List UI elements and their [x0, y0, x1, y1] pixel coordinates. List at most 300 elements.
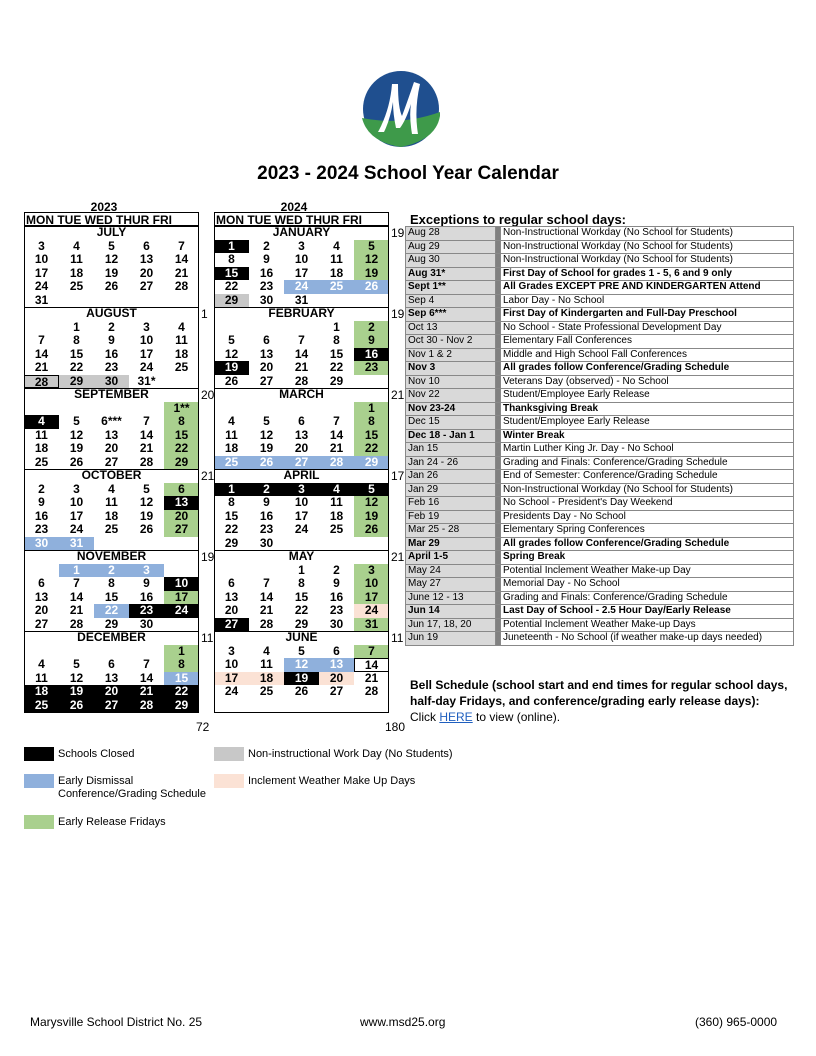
day-cell: 8 — [354, 415, 389, 429]
day-cell: 9 — [38, 495, 45, 509]
week-row — [214, 348, 389, 362]
day-cell: 3 — [284, 483, 319, 497]
day-cell: 20 — [319, 672, 354, 686]
day-cell: 6 — [108, 657, 115, 671]
exception-description: Thanksgiving Break — [501, 402, 794, 416]
week-row — [24, 375, 199, 389]
day-cell: 27 — [139, 279, 154, 293]
day-cell: 27 — [329, 684, 344, 698]
month-day-count: 19 — [391, 226, 405, 240]
month-january — [214, 225, 405, 307]
day-cell: 26 — [59, 699, 94, 713]
exceptions-table — [405, 226, 794, 646]
week-row — [24, 537, 199, 551]
legend-closed: Schools Closed — [58, 748, 135, 760]
exception-date: Feb 16 — [406, 497, 496, 511]
exception-date: Sep 6*** — [406, 308, 496, 322]
day-cell — [24, 564, 59, 578]
day-cell: 27 — [104, 454, 119, 469]
week-row — [214, 564, 389, 578]
day-cell: 30 — [94, 375, 129, 389]
month-name: JUNE — [285, 630, 318, 644]
day-cell: 5 — [354, 483, 389, 497]
day-cell: 19 — [69, 441, 84, 455]
week-row — [214, 537, 389, 551]
week-row — [24, 564, 199, 578]
day-cell: 21 — [139, 441, 154, 455]
exception-row — [406, 402, 794, 416]
day-cell — [249, 402, 284, 416]
exception-description: Non-Instructional Workday (No School for Students) — [501, 483, 794, 497]
day-cell: 21 — [364, 670, 379, 685]
day-cell: 17 — [164, 591, 199, 605]
day-cell — [164, 294, 199, 308]
exception-row — [406, 591, 794, 605]
exception-row — [406, 483, 794, 497]
day-cell: 10 — [354, 577, 389, 591]
day-cell: 2 — [333, 562, 340, 577]
day-cell: 7 — [178, 238, 185, 253]
exception-date: Jun 17, 18, 20 — [406, 618, 496, 632]
week-row — [24, 699, 199, 713]
day-cell — [94, 537, 129, 551]
day-cell: 20 — [259, 360, 274, 374]
day-cell: 5 — [108, 238, 115, 253]
exception-date: Jan 15 — [406, 443, 496, 457]
day-cell: 18 — [174, 346, 189, 361]
calendar-column-left — [24, 212, 215, 712]
day-cell: 1 — [333, 319, 340, 334]
exception-row — [406, 524, 794, 538]
day-cell: 12 — [259, 427, 274, 442]
day-cell: 20 — [294, 441, 309, 455]
exception-row — [406, 416, 794, 430]
day-cell: 14 — [294, 346, 309, 361]
day-cell: 22 — [354, 442, 389, 456]
day-cell: 26 — [249, 456, 284, 470]
day-cell: 8 — [73, 333, 80, 347]
day-cell — [94, 294, 129, 308]
day-cell: 1 — [214, 240, 249, 254]
week-row — [24, 334, 199, 348]
day-cell — [24, 321, 59, 335]
week-row — [24, 523, 199, 537]
week-row — [214, 523, 389, 537]
day-cell: 25 — [24, 699, 59, 713]
day-cell: 13 — [139, 252, 154, 266]
exception-date: Jan 24 - 26 — [406, 456, 496, 470]
day-cell: 21 — [129, 685, 164, 699]
day-cell: 18 — [69, 265, 84, 280]
exception-date: Mar 29 — [406, 537, 496, 551]
month-october — [24, 468, 215, 550]
day-cell: 21 — [69, 603, 84, 617]
exception-date: Aug 31* — [406, 267, 496, 281]
week-row — [214, 253, 389, 267]
day-cell: 29 — [164, 699, 199, 713]
year-label-left: 2023 — [90, 200, 118, 214]
month-name: MAY — [288, 549, 315, 563]
legend-swatch-closed — [24, 747, 54, 761]
week-row — [24, 577, 199, 591]
day-cell: 6 — [38, 576, 45, 590]
exception-description: Potential Inclement Weather Make-up Day — [501, 564, 794, 578]
exception-row — [406, 254, 794, 268]
day-cell: 5 — [263, 414, 270, 428]
week-row — [214, 402, 389, 416]
exception-date: Jan 29 — [406, 483, 496, 497]
exception-row — [406, 470, 794, 484]
day-cell: 13 — [224, 589, 239, 604]
day-cell: 28 — [319, 456, 354, 470]
day-cell: 19 — [259, 441, 274, 455]
bell-schedule-link[interactable]: HERE — [439, 710, 473, 724]
exception-date: Sep 4 — [406, 294, 496, 308]
day-cell: 12 — [69, 427, 84, 442]
day-cell: 30 — [24, 537, 59, 551]
month-december — [24, 630, 214, 712]
day-cell: 6*** — [101, 414, 122, 428]
day-cell: 26 — [354, 280, 389, 294]
day-cell: 6 — [143, 238, 150, 253]
day-cell: 24 — [69, 522, 84, 536]
month-name: MARCH — [279, 387, 324, 401]
week-row — [214, 280, 389, 294]
week-row — [214, 618, 389, 632]
bell-title-line1: Bell Schedule (school start and end times for regular school days, — [410, 678, 788, 692]
exception-date: Aug 30 — [406, 254, 496, 268]
day-cell: 19 — [139, 508, 154, 523]
day-cell: 8 — [164, 415, 199, 429]
day-cell: 9 — [143, 576, 150, 590]
day-cell — [214, 321, 249, 335]
day-cell — [129, 294, 164, 308]
day-cell: 5 — [73, 414, 80, 428]
week-row — [24, 645, 199, 659]
week-row — [24, 604, 199, 618]
day-cell: 28 — [174, 279, 189, 293]
exception-description: Memorial Day - No School — [501, 578, 794, 592]
exception-row — [406, 389, 794, 403]
month-name: SEPTEMBER — [74, 387, 149, 401]
bell-schedule — [410, 677, 800, 725]
calendar-column-right — [214, 212, 405, 712]
day-cell: 4 — [108, 481, 115, 496]
day-cell: 15 — [214, 267, 249, 281]
exception-row — [406, 308, 794, 322]
exception-description: End of Semester: Conference/Grading Schedule — [501, 470, 794, 484]
day-cell: 16 — [259, 508, 274, 523]
day-cell: 21 — [329, 441, 344, 455]
legend-early-2: Conference/Grading Schedule — [58, 788, 206, 800]
day-cell: 5 — [73, 657, 80, 671]
day-cell: 11 — [105, 495, 118, 509]
day-cell: 11 — [330, 495, 343, 509]
day-cell — [284, 321, 319, 335]
day-cell: 20 — [94, 685, 129, 699]
month-day-count: 11 — [391, 631, 404, 645]
day-cell: 7 — [73, 576, 80, 590]
day-cell: 20 — [34, 603, 49, 617]
exception-date: June 12 - 13 — [406, 591, 496, 605]
week-row — [24, 361, 199, 375]
day-cell: 31 — [34, 292, 49, 307]
day-cell: 23 — [34, 522, 49, 536]
week-row — [24, 510, 199, 524]
week-row — [214, 294, 389, 308]
day-cell: 7 — [333, 414, 340, 428]
day-cell: 4 — [228, 414, 235, 428]
exception-date: Mar 25 - 28 — [406, 524, 496, 538]
day-cell: 11 — [70, 252, 83, 266]
week-row — [214, 577, 389, 591]
week-row — [24, 672, 199, 686]
exception-description: Elementary Spring Conferences — [501, 524, 794, 538]
day-cell: 28 — [294, 373, 309, 388]
day-cell: 2 — [94, 564, 129, 578]
exception-description: Potential Inclement Weather Make-up Days — [501, 618, 794, 632]
exception-description: Labor Day - No School — [501, 294, 794, 308]
week-row — [24, 280, 199, 294]
day-cell: 4 — [319, 483, 354, 497]
exception-date: Nov 10 — [406, 375, 496, 389]
legend-nonins: Non-instructional Work Day (No Students) — [248, 748, 453, 760]
day-cell — [59, 294, 94, 308]
day-cell: 25 — [69, 279, 84, 293]
day-cell: 24 — [284, 280, 319, 294]
exception-description: Non-Instructional Workday (No School for Students) — [501, 254, 794, 268]
week-row — [214, 645, 389, 659]
month-name: APRIL — [283, 468, 320, 482]
day-cell: 26 — [224, 373, 239, 388]
view-online-text: to view (online). — [476, 710, 561, 724]
day-cell: 10 — [34, 252, 49, 266]
exception-row — [406, 267, 794, 281]
exception-description: Non-Instructional Workday (No School for Students) — [501, 227, 794, 241]
day-cell: 9 — [108, 333, 115, 347]
exception-description: Presidents Day - No School — [501, 510, 794, 524]
day-cell: 18 — [104, 508, 119, 523]
day-cell — [284, 402, 319, 416]
day-cell: 13 — [164, 496, 199, 510]
month-day-count: 21 — [201, 469, 215, 483]
exception-description: Grading and Finals: Conference/Grading Schedule — [501, 456, 794, 470]
day-cell: 14 — [174, 252, 189, 266]
day-cell: 28 — [364, 684, 379, 698]
day-cell — [59, 402, 94, 416]
footer-website[interactable]: www.msd25.org — [360, 1015, 446, 1029]
month-name: OCTOBER — [81, 468, 142, 482]
exception-description: Student/Employee Early Release — [501, 389, 794, 403]
week-row — [24, 618, 199, 632]
week-row — [24, 429, 199, 443]
exception-row — [406, 335, 794, 349]
day-cell: 5 — [298, 643, 305, 658]
day-cell: 4 — [24, 415, 59, 429]
day-cell — [129, 537, 164, 551]
exception-description: Juneteenth - No School (if weather make-up days needed) — [501, 632, 794, 646]
exception-row — [406, 294, 794, 308]
day-cell: 5 — [228, 333, 235, 347]
exception-description: No School - President's Day Weekend — [501, 497, 794, 511]
exception-date: Aug 28 — [406, 227, 496, 241]
footer-phone: (360) 965-0000 — [695, 1015, 778, 1029]
day-cell: 15 — [294, 589, 309, 604]
exception-description: Middle and High School Fall Conferences — [501, 348, 794, 362]
month-april — [214, 468, 405, 550]
month-july — [24, 226, 199, 307]
week-row — [24, 591, 199, 605]
day-cell: 14 — [139, 670, 154, 685]
day-cell: 8 — [228, 495, 235, 509]
day-cell: 12 — [139, 495, 154, 509]
week-row — [214, 375, 389, 389]
day-cell: 14 — [139, 427, 154, 442]
day-cell — [24, 645, 59, 659]
week-row — [24, 483, 199, 497]
day-cell: 22 — [294, 603, 309, 617]
exception-description: All grades follow Conference/Grading Schedule — [501, 362, 794, 376]
day-cell: 4 — [178, 319, 185, 334]
day-cell: 17 — [34, 265, 49, 280]
day-cell: 25 — [174, 360, 189, 374]
day-cell — [249, 699, 284, 713]
day-cell: 12 — [284, 658, 319, 672]
day-cell — [164, 618, 199, 632]
exception-date: Aug 29 — [406, 240, 496, 254]
day-cell: 6 — [228, 576, 235, 590]
week-row — [214, 361, 389, 375]
month-name: JANUARY — [272, 225, 331, 239]
day-cell: 28 — [24, 375, 59, 389]
day-cell — [214, 402, 249, 416]
day-cell: 21 — [259, 603, 274, 617]
exception-description: Student/Employee Early Release — [501, 416, 794, 430]
month-february — [214, 306, 405, 388]
day-cell: 23 — [129, 604, 164, 618]
month-day-count: 21 — [391, 388, 405, 402]
day-cell: 27 — [284, 456, 319, 470]
exception-row — [406, 227, 794, 241]
day-cell: 22 — [329, 360, 344, 374]
day-cell: 11 — [260, 657, 273, 671]
day-cell: 8 — [228, 252, 235, 266]
day-cell — [94, 645, 129, 659]
day-cell: 1 — [59, 564, 94, 578]
month-name: JULY — [96, 225, 127, 239]
exception-description: First Day of School for grades 1 - 5, 6 and 9 only — [501, 267, 794, 281]
day-cell: 13 — [104, 670, 119, 685]
week-row — [214, 240, 389, 254]
day-cell — [24, 402, 59, 416]
exception-row — [406, 632, 794, 646]
day-cell: 16 — [104, 346, 119, 361]
day-cell: 23 — [329, 603, 344, 617]
day-cell: 29 — [294, 616, 309, 631]
day-cell: 24 — [294, 522, 309, 536]
day-cell — [319, 537, 354, 551]
day-cell — [164, 375, 199, 389]
day-cell: 20 — [164, 510, 199, 524]
day-cell: 18 — [249, 672, 284, 686]
week-row — [214, 672, 389, 686]
day-cell: 3 — [298, 238, 305, 253]
week-row — [214, 685, 389, 699]
day-cell: 12 — [354, 253, 389, 267]
day-cell: 17 — [214, 672, 249, 686]
day-cell: 15 — [164, 429, 199, 443]
day-cell: 25 — [259, 684, 274, 698]
exception-date: Nov 1 & 2 — [406, 348, 496, 362]
day-cell: 10 — [69, 495, 84, 509]
day-cell: 3 — [228, 643, 235, 658]
day-cell: 15 — [354, 429, 389, 443]
day-cell: 17 — [354, 591, 389, 605]
day-cell: 15 — [104, 589, 119, 604]
week-row — [214, 496, 389, 510]
month-day-count: 19 — [201, 550, 215, 564]
day-cell: 27 — [34, 616, 49, 631]
day-cell: 11 — [225, 427, 238, 442]
week-row — [24, 496, 199, 510]
day-cell: 14 — [354, 658, 389, 672]
day-cell: 16 — [139, 589, 154, 604]
exception-description: Veterans Day (observed) - No School — [501, 375, 794, 389]
day-cell — [354, 537, 389, 551]
day-cell: 23 — [259, 279, 274, 293]
day-cell: 24 — [224, 684, 239, 698]
footer-district: Marysville School District No. 25 — [30, 1015, 203, 1029]
day-cell: 3 — [38, 238, 45, 253]
day-cell: 7 — [354, 645, 389, 659]
exception-row — [406, 578, 794, 592]
day-cell: 4 — [38, 657, 45, 671]
month-day-count: 19 — [391, 307, 405, 321]
exception-description: Martin Luther King Jr. Day - No School — [501, 443, 794, 457]
day-cell: 21 — [34, 360, 49, 374]
day-cell: 3 — [143, 319, 150, 334]
day-cell — [129, 402, 164, 416]
day-cell: 22 — [224, 522, 239, 536]
day-cell: 21 — [174, 265, 189, 280]
week-row — [24, 321, 199, 335]
exception-row — [406, 551, 794, 565]
weekday-header: MON TUE WED THUR FRI — [214, 212, 389, 226]
day-cell: 11 — [175, 333, 188, 347]
day-cell: 14 — [329, 427, 344, 442]
day-cell: 29 — [104, 616, 119, 631]
exception-description: Last Day of School - 2.5 Hour Day/Early Release — [501, 605, 794, 619]
day-cell: 25 — [104, 522, 119, 536]
week-row — [24, 442, 199, 456]
month-september — [24, 387, 215, 469]
day-cell: 15 — [69, 346, 84, 361]
day-cell — [129, 645, 164, 659]
day-cell: 23 — [259, 522, 274, 536]
week-row — [214, 604, 389, 618]
exception-row — [406, 429, 794, 443]
day-cell: 9 — [263, 252, 270, 266]
day-cell: 10 — [224, 657, 239, 671]
week-row — [24, 456, 199, 470]
week-row — [24, 294, 199, 308]
week-row — [24, 685, 199, 699]
exception-row — [406, 618, 794, 632]
day-cell: 21 — [294, 360, 309, 374]
exception-date: Sept 1** — [406, 281, 496, 295]
day-cell: 9 — [263, 495, 270, 509]
day-cell: 23 — [354, 361, 389, 375]
